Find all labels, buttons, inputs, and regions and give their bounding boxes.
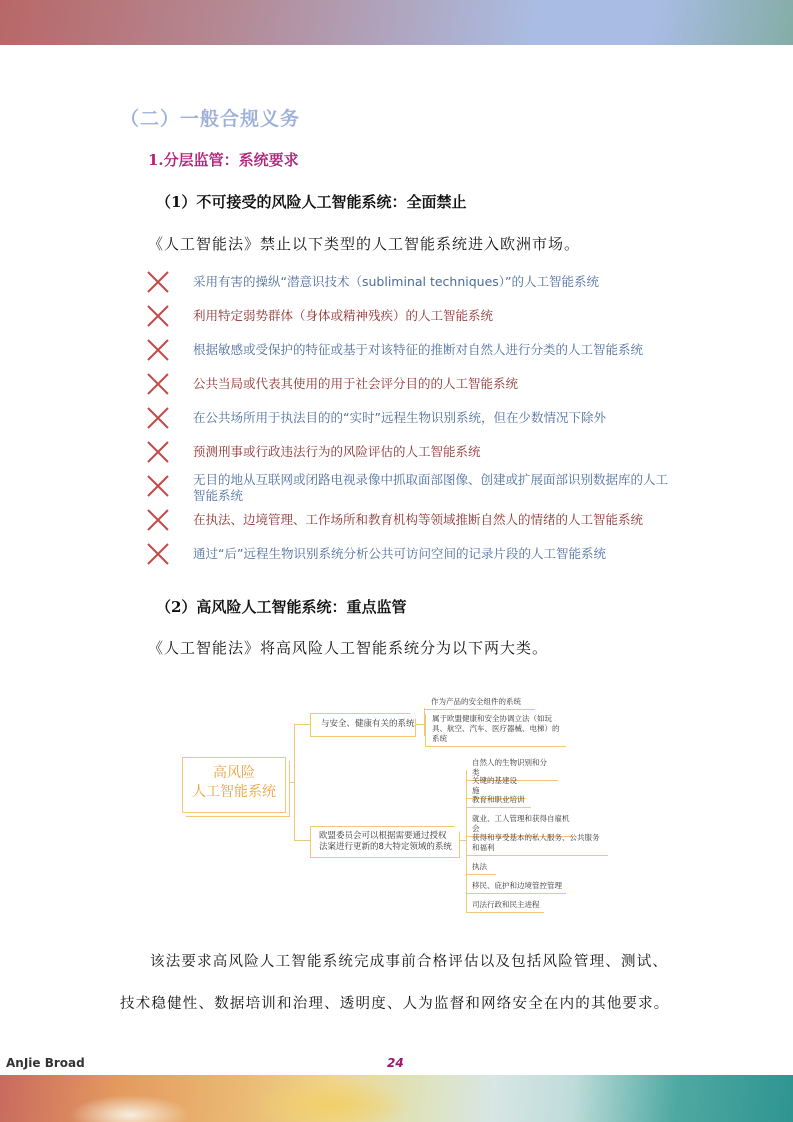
branch-label: 欧盟委员会可以根据需要通过授权法案进行更新的8大特定领域的系统 [319, 831, 452, 852]
cross-icon [146, 406, 170, 430]
mindmap-leaf: 属于欧盟健康和安全协调立法（如玩具、航空、汽车、医疗器械、电梯）的系统 [425, 714, 566, 747]
list-item-text: 利用特定弱势群体（身体或精神残疾）的人工智能系统 [193, 308, 494, 323]
list-item-text: 预测刑事或行政违法行为的风险评估的人工智能系统 [193, 444, 481, 459]
footer-decorative-band [0, 1075, 793, 1122]
list-item-text: 采用有害的操纵“潜意识技术（subliminal techniques）”的人工智能系统 [193, 274, 600, 289]
part2-title: （2）高风险人工智能系统：重点监管 [156, 598, 407, 616]
part1-title: （1）不可接受的风险人工智能系统：全面禁止 [156, 193, 467, 211]
root-label-line1: 高风险 [213, 765, 255, 781]
list-item-text: 根据敏感或受保护的特征或基于对该特征的推断对自然人进行分类的人工智能系统 [193, 342, 644, 357]
mindmap-leaf: 移民、庇护和边境管控管理 [466, 881, 566, 894]
subsection-title: 1.分层监管：系统要求 [148, 151, 299, 169]
mindmap-branch-safety [310, 713, 416, 737]
conclusion-line-1: 该法要求高风险人工智能系统完成事前合格评估以及包括风险管理、测试、 [150, 954, 669, 970]
cross-icon [146, 338, 170, 362]
list-item-text: 在公共场所用于执法目的的“实时”远程生物识别系统，但在少数情况下除外 [193, 410, 606, 425]
mindmap-leaf: 执法 [466, 862, 496, 875]
cross-icon [146, 440, 170, 464]
cross-icon [146, 304, 170, 328]
list-item-text: 无目的地从互联网或闭路电视录像中抓取面部图像、创建或扩展面部识别数据库的人工智能系统 [193, 472, 669, 503]
list-item-text: 公共当局或代表其使用的用于社会评分目的的人工智能系统 [193, 376, 519, 391]
connector-line [294, 840, 310, 841]
mindmap-leaf: 就业、工人管理和获得自雇机会 [466, 814, 574, 837]
mindmap-leaf: 自然人的生物识别和分类 [466, 758, 558, 781]
mindmap-leaf: 教育和职业培训 [466, 795, 531, 808]
connector-line [294, 724, 295, 841]
mindmap-branch-specific-areas [310, 826, 460, 858]
cross-icon [146, 270, 170, 294]
cross-icon [146, 372, 170, 396]
mindmap-leaf: 作为产品的安全组件的系统 [425, 697, 535, 710]
mindmap-leaf: 关键的基建设施 [466, 776, 526, 799]
header-decorative-band [0, 0, 793, 45]
conclusion-line-2: 技术稳健性、数据培训和治理、透明度、人为监督和网络安全在内的其他要求。 [120, 996, 670, 1012]
list-item-text: 通过“后”远程生物识别系统分析公共可访问空间的记录片段的人工智能系统 [193, 546, 606, 561]
mindmap-root-node [182, 757, 286, 813]
mindmap-leaf: 司法行政和民主进程 [466, 900, 544, 913]
page-number: 24 [387, 1056, 404, 1070]
cross-icon [146, 542, 170, 566]
mindmap-leaf: 获得和享受基本的私人服务、公共服务和福利 [466, 833, 608, 856]
branch-label: 与安全、健康有关的系统 [321, 719, 415, 729]
part1-intro: 《人工智能法》禁止以下类型的人工智能系统进入欧洲市场。 [148, 235, 581, 253]
part2-intro: 《人工智能法》将高风险人工智能系统分为以下两大类。 [148, 639, 549, 657]
cross-icon [146, 474, 170, 498]
section-title: （二）一般合规义务 [120, 108, 301, 130]
footer-brand: AnJie Broad [6, 1056, 85, 1070]
root-label-line2: 人工智能系统 [192, 784, 276, 800]
list-item-text: 在执法、边境管理、工作场所和教育机构等领域推断自然人的情绪的人工智能系统 [193, 512, 644, 527]
cross-icon [146, 508, 170, 532]
connector-line [294, 724, 310, 725]
